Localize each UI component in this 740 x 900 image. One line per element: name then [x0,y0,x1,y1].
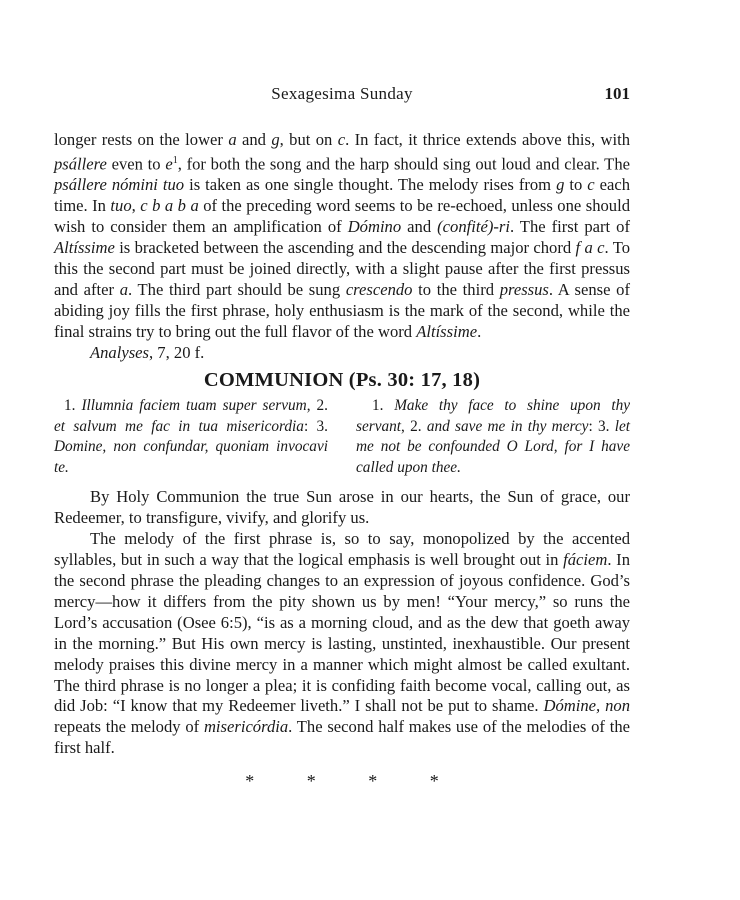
text-run: to [564,175,588,195]
text-run: , 2. [306,397,329,415]
superscript: 1 [172,154,178,166]
text-run: of the preceding word seems to be re-echoed, unless one should wish to consider them an amplification of [54,196,630,237]
text-run: longer rests on the lower [54,130,229,149]
text-run: even to [106,154,166,174]
italic-run: Illumnia faciem tuam super servum [81,397,307,415]
text-run: and [401,217,438,237]
text-run: is bracketed between the ascending and the descending major chord [114,238,576,258]
section-heading: COMMUNION (Ps. 30: 17, 18) [203,368,481,391]
italic-run: Altíssime [54,238,115,258]
italic-run: tuo [110,196,132,216]
section-separator: * * * * [245,771,439,792]
italic-run: Dómino [347,217,402,237]
text-run: . The second half makes use of the melodies of the first half. [54,717,631,758]
text-run: : 3. [588,417,615,435]
text-run: and [236,130,272,149]
text-run: By Holy Communion the true Sun arose in our hearts, the Sun of grace, our Redeemer, to transfigure, vivify, and glorify us. [54,487,630,528]
italic-run: Altíssime [416,321,478,341]
italic-run: let me not be confounded O Lord, for I have called upon thee. [356,417,630,476]
reference-line [54,343,630,364]
text-run: . The third part should be sung [128,279,346,299]
italic-run: Domine, non confundar, quoniam invocavi te. [54,438,328,476]
text-run: each time. In [54,175,630,216]
text-run: , 2. [401,417,427,435]
paragraph-melody [54,529,630,759]
italic-run: psállere nómini tuo [54,175,185,195]
italic-run: a [228,130,237,149]
page-header [54,84,630,108]
italic-run: crescendo [345,279,413,299]
italic-run: c [587,175,595,195]
italic-run: f a c [575,238,605,258]
text-run: , 7, 20 f. [149,342,205,362]
italic-run: (confité)-ri [437,217,510,237]
italic-run: Analyses [90,342,149,362]
italic-run: c b a b a [140,196,199,216]
italic-run: Make thy face to shine upon thy servant [356,397,631,435]
italic-run: pressus [499,279,549,299]
page-body [54,130,630,792]
text-run: 1. [372,397,395,415]
text-run: . [477,321,482,341]
latin-column [54,396,328,478]
paragraph-communion-intro [54,487,630,529]
text-run: The melody of the first phrase is, so to say, monopolized by the accented syllables, but in such a way that the logical emphasis is well brought out in [54,529,630,570]
italic-run: misericórdia [203,717,289,737]
italic-run: fáciem [563,550,608,570]
text-run: : 3. [303,417,329,435]
text-run: , but on [279,130,338,149]
running-title: Sexagesima Sunday [271,84,413,103]
paragraph-continued [54,130,630,343]
italic-run: e [165,154,173,174]
text-run: . A sense of abiding joy fills the first phrase, holy enthusiasm is the mark of the second, while the final strains try to bring out the full flavor of the word [54,279,630,341]
text-run: . To this the second part must be joined directly, with a slight pause after the first pressus and after [54,238,630,299]
text-run: is taken as one single thought. The melody rises from [184,175,557,195]
italic-run: and save me in thy mercy [426,417,589,435]
text-run: . In the second phrase the pleading changes to an expression of joyous confidence. God’s mercy—how it differs from the pity shown us by men! “Your mercy,” so runs the Lord’s accusation (Osee 6:5), “is as a morning cloud, and as the dew that goeth away in the morning.” But His own mercy is lasting, unstinted, inexhaustible. Our present melody praises this divine mercy in a manner which might almost be called exultant. The third phrase is no longer a plea; it is confiding faith become vocal, calling out, as did Job: “I know that my Redeemer liveth.” I shall not be put to shame. [54,550,630,716]
italic-run: Dómine, non [543,696,630,716]
italic-run: c [337,130,346,149]
text-run: . The first part of [509,217,630,237]
text-run: repeats the melody of [54,717,204,737]
text-run: , [131,196,141,216]
text-run: , for both the song and the harp should sing out loud and clear. The [177,154,630,174]
italic-run: et salvum me fac in tua misericordia [54,417,304,435]
italic-run: g [271,130,280,149]
italic-run: g [556,175,565,195]
page-number: 101 [604,84,630,103]
text-run: . In fact, it thrice extends above this, with [345,130,630,149]
text-run: 1. [64,397,82,415]
italic-run: a [119,279,129,299]
parallel-text [54,396,630,478]
italic-run: psállere [54,154,107,174]
text-run: to the third [412,279,500,299]
english-column [356,396,630,478]
